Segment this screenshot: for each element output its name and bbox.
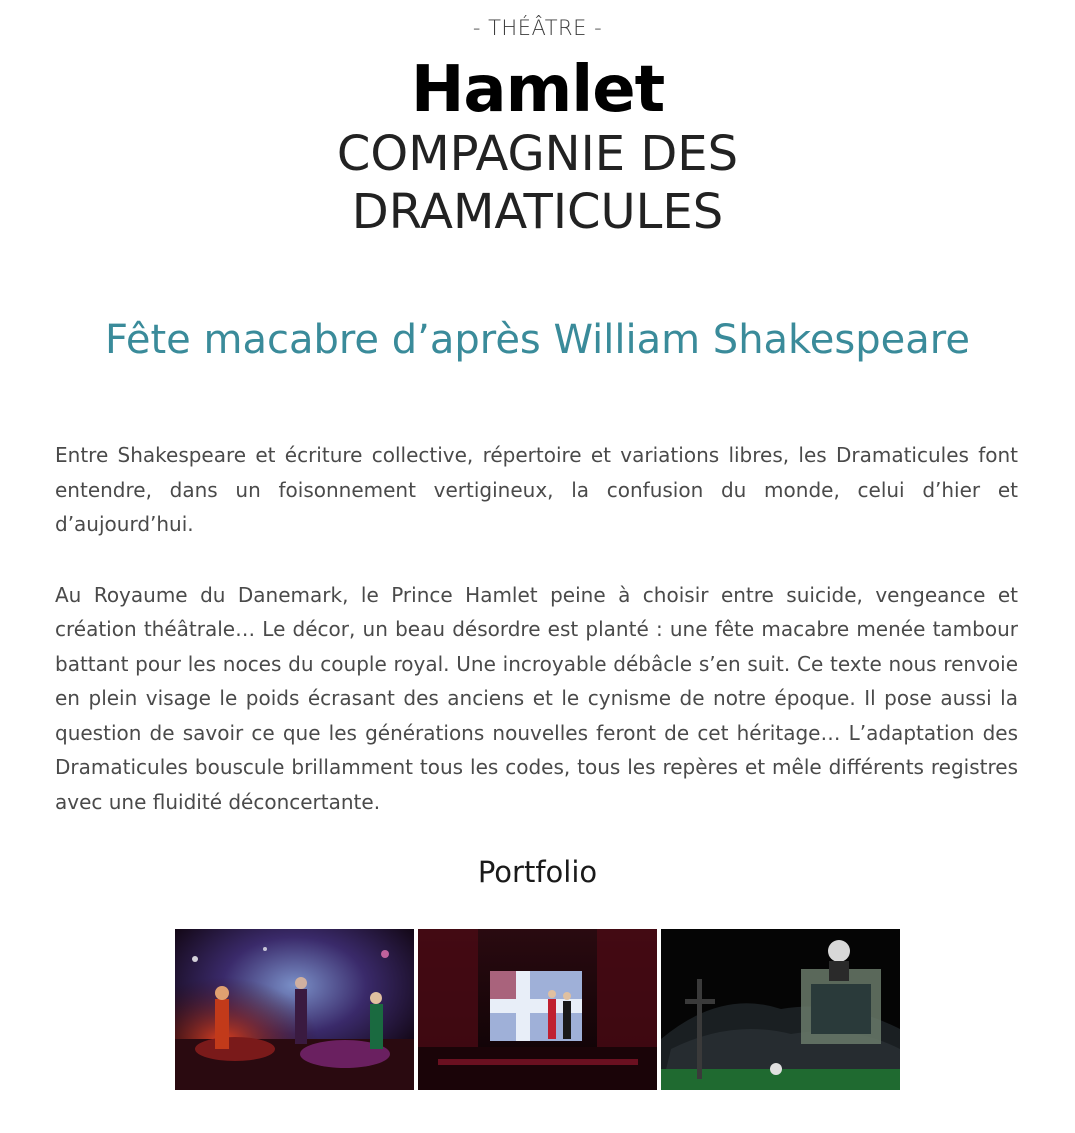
stage-flag-photo-icon <box>418 929 657 1090</box>
show-subtitle: Fête macabre d’après William Shakespeare <box>105 317 970 363</box>
category-label: - THÉÂTRE - <box>472 16 603 40</box>
page-header <box>0 0 1075 240</box>
portfolio-gallery <box>0 929 1075 1090</box>
show-title: Hamlet <box>410 53 665 127</box>
portfolio-heading: Portfolio <box>477 855 598 889</box>
company-name-line1: COMPAGNIE DES <box>336 126 739 182</box>
portfolio-image-2[interactable] <box>418 929 657 1090</box>
stage-skull-photo-icon <box>661 929 900 1090</box>
description-paragraph-1: Entre Shakespeare et écriture collective, répertoire et variations libres, les Dramaticules font entendre, dans un foisonnement vertigineux, la confusion du monde, celui d’hier et d’aujourd’hui. <box>55 443 1018 536</box>
stage-party-photo-icon <box>175 929 414 1090</box>
portfolio-image-1[interactable] <box>175 929 414 1090</box>
company-name-line2: DRAMATICULES <box>351 184 724 240</box>
portfolio-image-3[interactable] <box>661 929 900 1090</box>
description-paragraph-2: Au Royaume du Danemark, le Prince Hamlet peine à choisir entre suicide, vengeance et création théâtrale… Le décor, un beau désordre est planté : une fête macabre menée tambour battant pour les noces du couple royal. Une incroyable débâcle s’en suit. Ce texte nous renvoie en plein visage le poids écrasant des anciens et le cynisme de notre époque. Il pose aussi la question de savoir ce que les générations nouvelles feront de cet héritage… L’adaptation des Dramaticules bouscule brillamment tous les codes, tous les repères et mêle différents registres avec une fluidité déconcertante. <box>55 582 1018 814</box>
description <box>0 438 1075 819</box>
